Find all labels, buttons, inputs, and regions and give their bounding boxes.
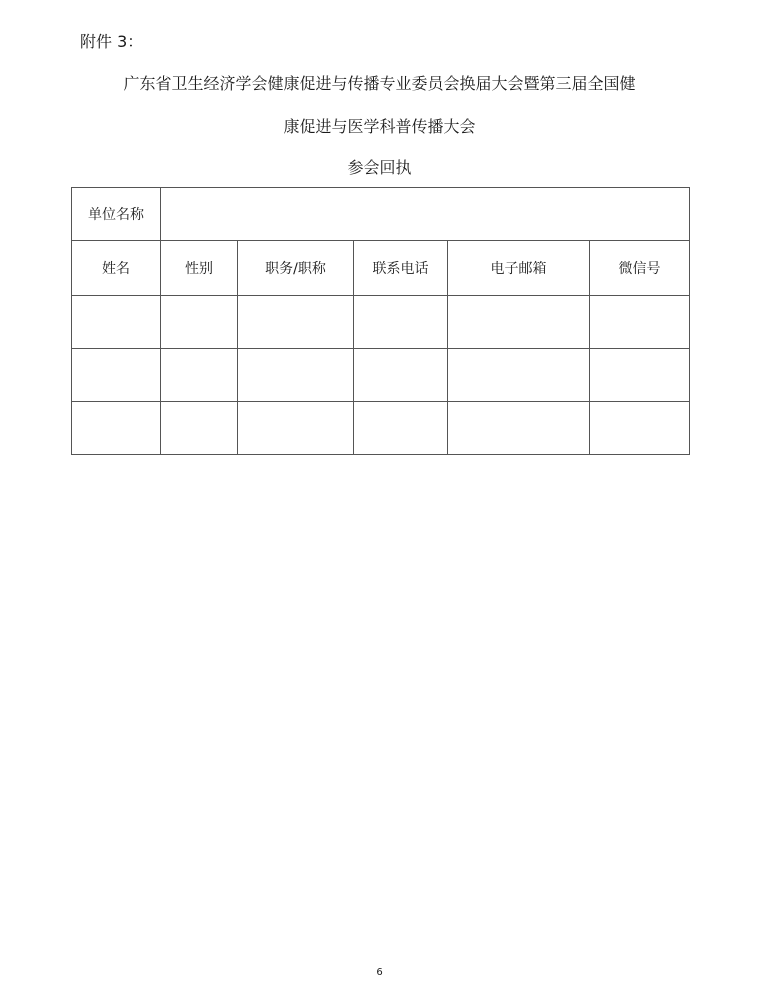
- table-row: [72, 402, 690, 455]
- gender-cell[interactable]: [161, 296, 238, 349]
- registration-receipt-table: [71, 187, 690, 455]
- column-header-phone: 联系电话: [354, 241, 448, 296]
- phone-cell[interactable]: [354, 402, 448, 455]
- column-header-name: 姓名: [72, 241, 161, 296]
- name-cell[interactable]: [72, 296, 161, 349]
- wechat-cell[interactable]: [590, 349, 690, 402]
- unit-row: [72, 188, 690, 241]
- unit-name-field[interactable]: [161, 188, 690, 241]
- gender-cell[interactable]: [161, 349, 238, 402]
- column-header-email: 电子邮箱: [448, 241, 590, 296]
- wechat-cell[interactable]: [590, 402, 690, 455]
- document-title-line-1: 广东省卫生经济学会健康促进与传播专业委员会换届大会暨第三届全国健: [123, 74, 636, 93]
- column-header-gender: 性别: [161, 241, 238, 296]
- phone-cell[interactable]: [354, 349, 448, 402]
- email-cell[interactable]: [448, 402, 590, 455]
- position-title-cell[interactable]: [238, 349, 354, 402]
- table-row: [72, 296, 690, 349]
- document-title-line-2: 康促进与医学科普传播大会: [283, 117, 476, 136]
- email-cell[interactable]: [448, 349, 590, 402]
- table-header-row: [72, 241, 690, 296]
- position-title-cell[interactable]: [238, 402, 354, 455]
- gender-cell[interactable]: [161, 402, 238, 455]
- unit-name-label: 单位名称: [72, 188, 161, 241]
- wechat-cell[interactable]: [590, 296, 690, 349]
- name-cell[interactable]: [72, 402, 161, 455]
- phone-cell[interactable]: [354, 296, 448, 349]
- table-row: [72, 349, 690, 402]
- attachment-label: 附件 3：: [80, 32, 144, 51]
- column-header-wechat: 微信号: [590, 241, 690, 296]
- column-header-position-title: 职务/职称: [238, 241, 354, 296]
- document-subtitle: 参会回执: [347, 158, 412, 177]
- email-cell[interactable]: [448, 296, 590, 349]
- position-title-cell[interactable]: [238, 296, 354, 349]
- page-number: 6: [376, 967, 383, 978]
- name-cell[interactable]: [72, 349, 161, 402]
